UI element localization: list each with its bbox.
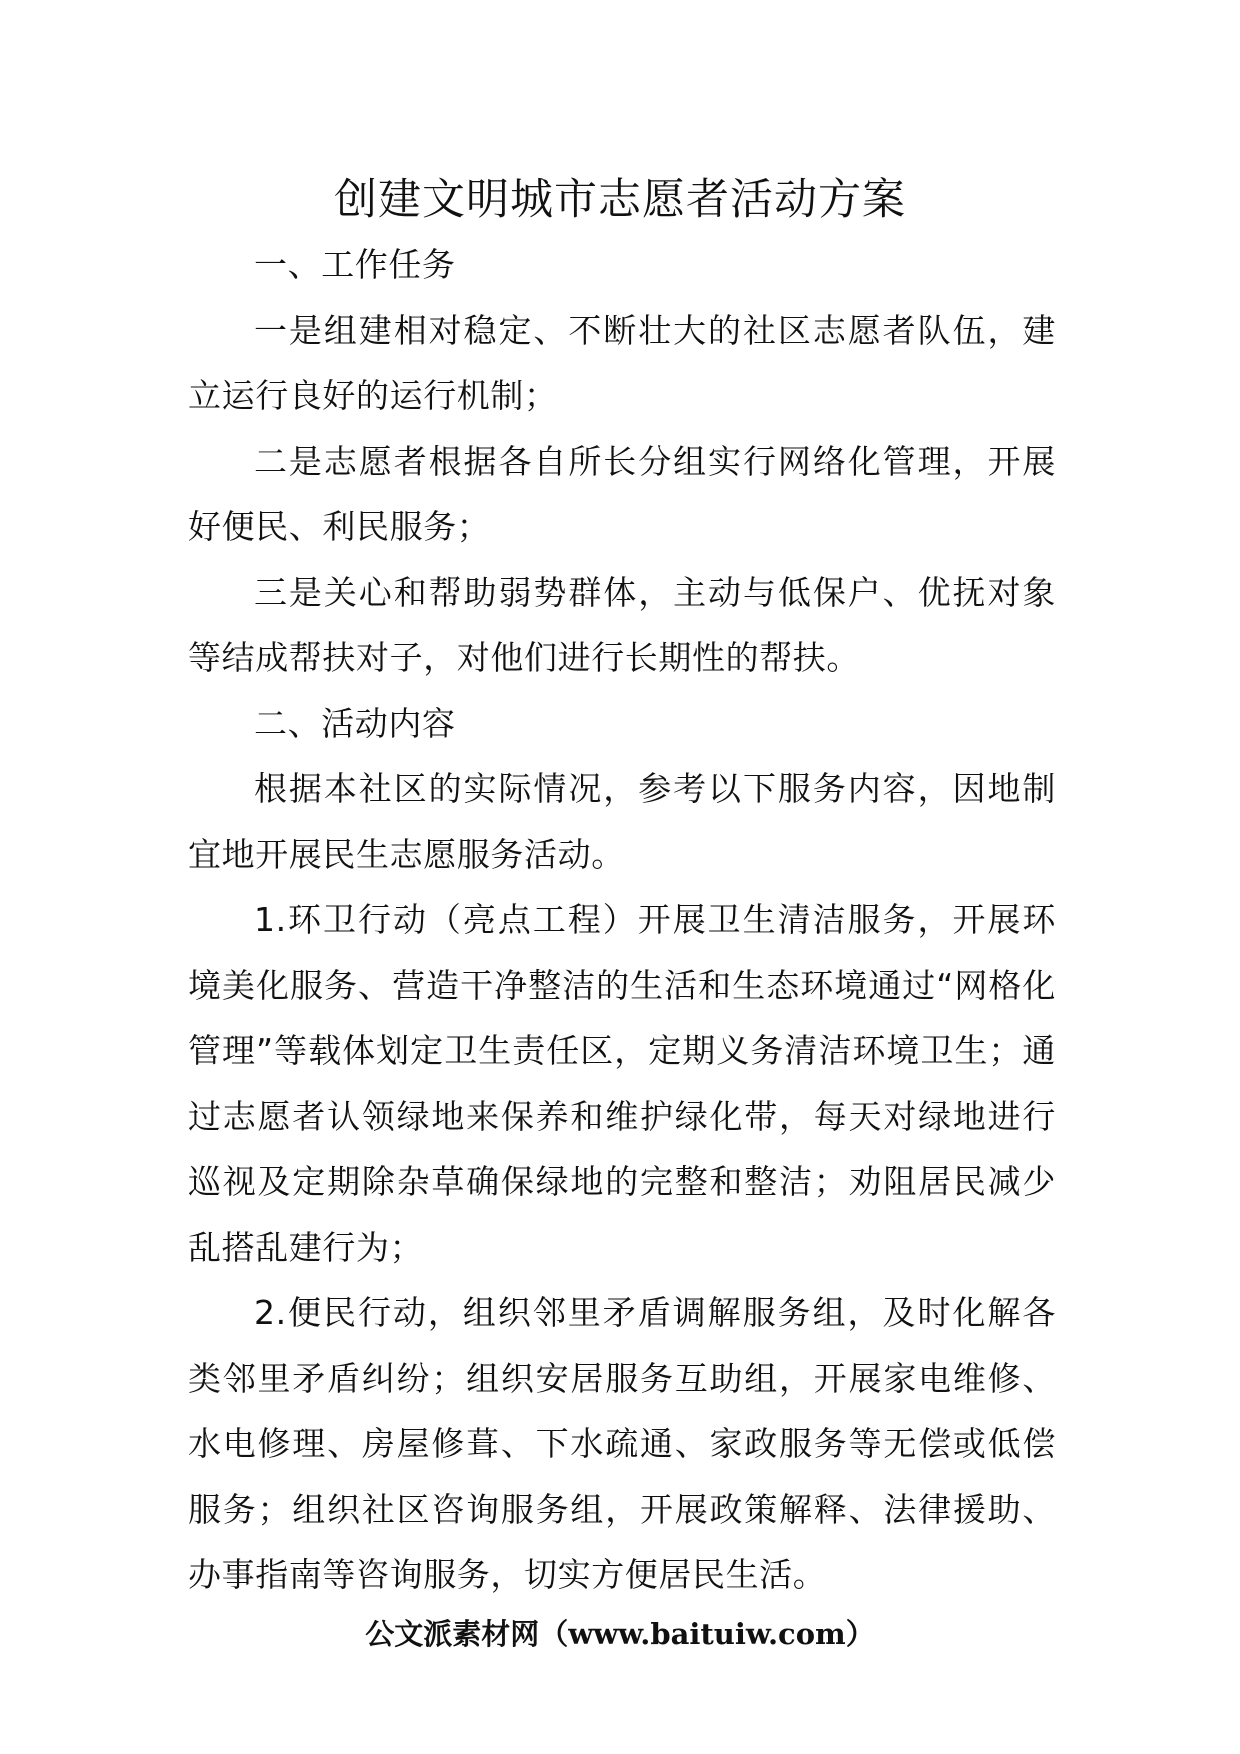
footer-source: 公文派素材网（www.baituiw.com）	[365, 1617, 875, 1651]
paragraph-convenience-action: 2.便民行动，组织邻里矛盾调解服务组，及时化解各类邻里矛盾纠纷；组织安居服务互助组，开展家电维修、水电修理、房屋修葺、下水疏通、家政服务等无偿或低偿服务；组织社区咨询服务组，开展政策解释、法律援助、办事指南等咨询服务，切实方便居民生活。	[188, 1293, 1056, 1594]
paragraph-task-three: 三是关心和帮助弱势群体，主动与低保户、优抚对象等结成帮扶对子，对他们进行长期性的帮扶。	[188, 572, 1056, 677]
section-heading-tasks: 一、工作任务	[254, 245, 456, 284]
section-heading-content: 二、活动内容	[254, 703, 456, 743]
document-body	[188, 232, 1056, 1608]
paragraph-task-two: 二是志愿者根据各自所长分组实行网络化管理，开展好便民、利民服务；	[188, 441, 1056, 546]
paragraph-sanitation-action: 1.环卫行动（亮点工程）开展卫生清洁服务，开展环境美化服务、营造干净整洁的生活和生态环境通过“网格化管理”等载体划定卫生责任区，定期义务清洁环境卫生；通过志愿者认领绿地来保养和维护绿化带，每天对绿地进行巡视及定期除杂草确保绿地的完整和整洁；劝阻居民减少乱搭乱建行为；	[188, 900, 1056, 1267]
paragraph-content-intro: 根据本社区的实际情况，参考以下服务内容，因地制宜地开展民生志愿服务活动。	[188, 769, 1056, 874]
paragraph-task-one: 一是组建相对稳定、不断壮大的社区志愿者队伍，建立运行良好的运行机制；	[188, 310, 1056, 415]
document-title: 创建文明城市志愿者活动方案	[334, 175, 906, 225]
